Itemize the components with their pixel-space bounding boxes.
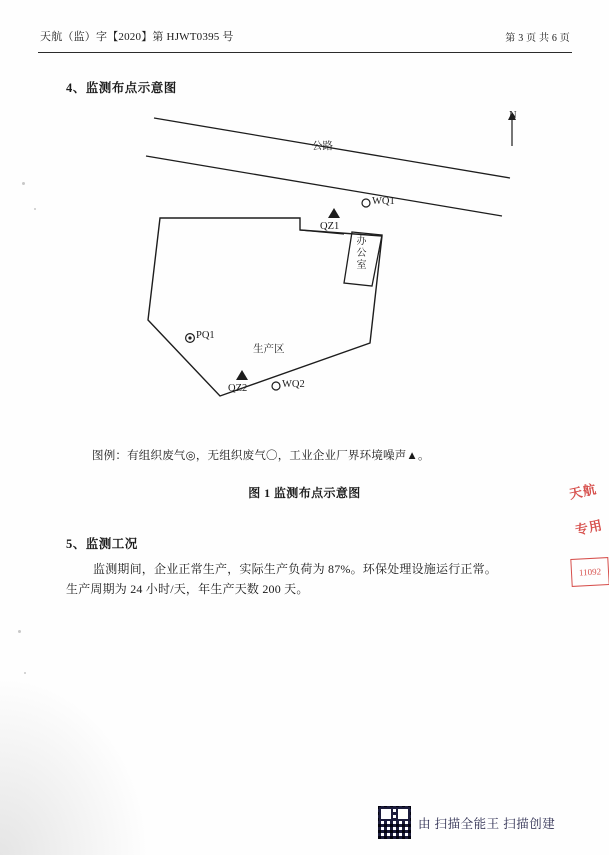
qz2-triangle-icon	[236, 370, 248, 380]
label-qz2: QZ2	[228, 383, 248, 394]
diagram-legend: 图例：有组织废气◎，无组织废气〇，工业企业厂界环境噪声▲。	[92, 450, 430, 462]
header-divider	[38, 52, 572, 53]
scanner-watermark	[378, 806, 555, 839]
document-code: 天航（监）字【2020】第 HJWT0395 号	[40, 31, 234, 43]
label-wq1: WQ1	[372, 196, 395, 207]
road-line-lower	[146, 156, 502, 216]
seal-number-box: 11092	[570, 557, 609, 587]
scan-shadow	[0, 675, 150, 855]
label-office: 办公室	[356, 236, 367, 271]
scan-speck	[18, 630, 21, 633]
seal-text-line-1: 天航	[567, 481, 599, 502]
scan-speck	[24, 672, 26, 674]
pq1-dot-icon	[188, 336, 191, 339]
watermark-label: 由 扫描全能王 扫描创建	[418, 816, 556, 831]
label-pq1: PQ1	[196, 330, 215, 341]
qz1-triangle-icon	[328, 208, 340, 218]
wq1-circle-icon	[362, 199, 370, 207]
paragraph-production-cycle: 生产周期为 24 小时/天，年生产天数 200 天。	[66, 582, 309, 596]
point-markers	[186, 199, 370, 390]
section-title-4: 4、监测布点示意图	[66, 81, 177, 95]
figure-caption: 图 1 监测布点示意图	[248, 486, 361, 500]
seal-text-line-2: 专用	[573, 517, 605, 538]
paragraph-working-conditions: 监测期间，企业正常生产，实际生产负荷为 87%。环保处理设施运行正常。	[93, 562, 497, 576]
label-production-area: 生产区	[253, 344, 285, 355]
page-header	[40, 28, 570, 44]
label-wq2: WQ2	[282, 379, 305, 390]
scan-speck	[34, 208, 36, 210]
wq2-circle-icon	[272, 382, 280, 390]
road-label: 公路	[312, 141, 333, 152]
scan-speck	[22, 182, 25, 185]
plant-boundary	[148, 218, 382, 396]
north-label: N	[509, 110, 517, 121]
monitoring-layout-diagram	[120, 108, 550, 428]
red-seal-stamp	[567, 482, 609, 594]
label-qz1: QZ1	[320, 221, 340, 232]
page-number: 第 3 页 共 6 页	[505, 33, 570, 44]
section-title-5: 5、监测工况	[66, 537, 138, 551]
diagram-svg	[120, 108, 550, 428]
qr-code-icon	[378, 806, 411, 839]
